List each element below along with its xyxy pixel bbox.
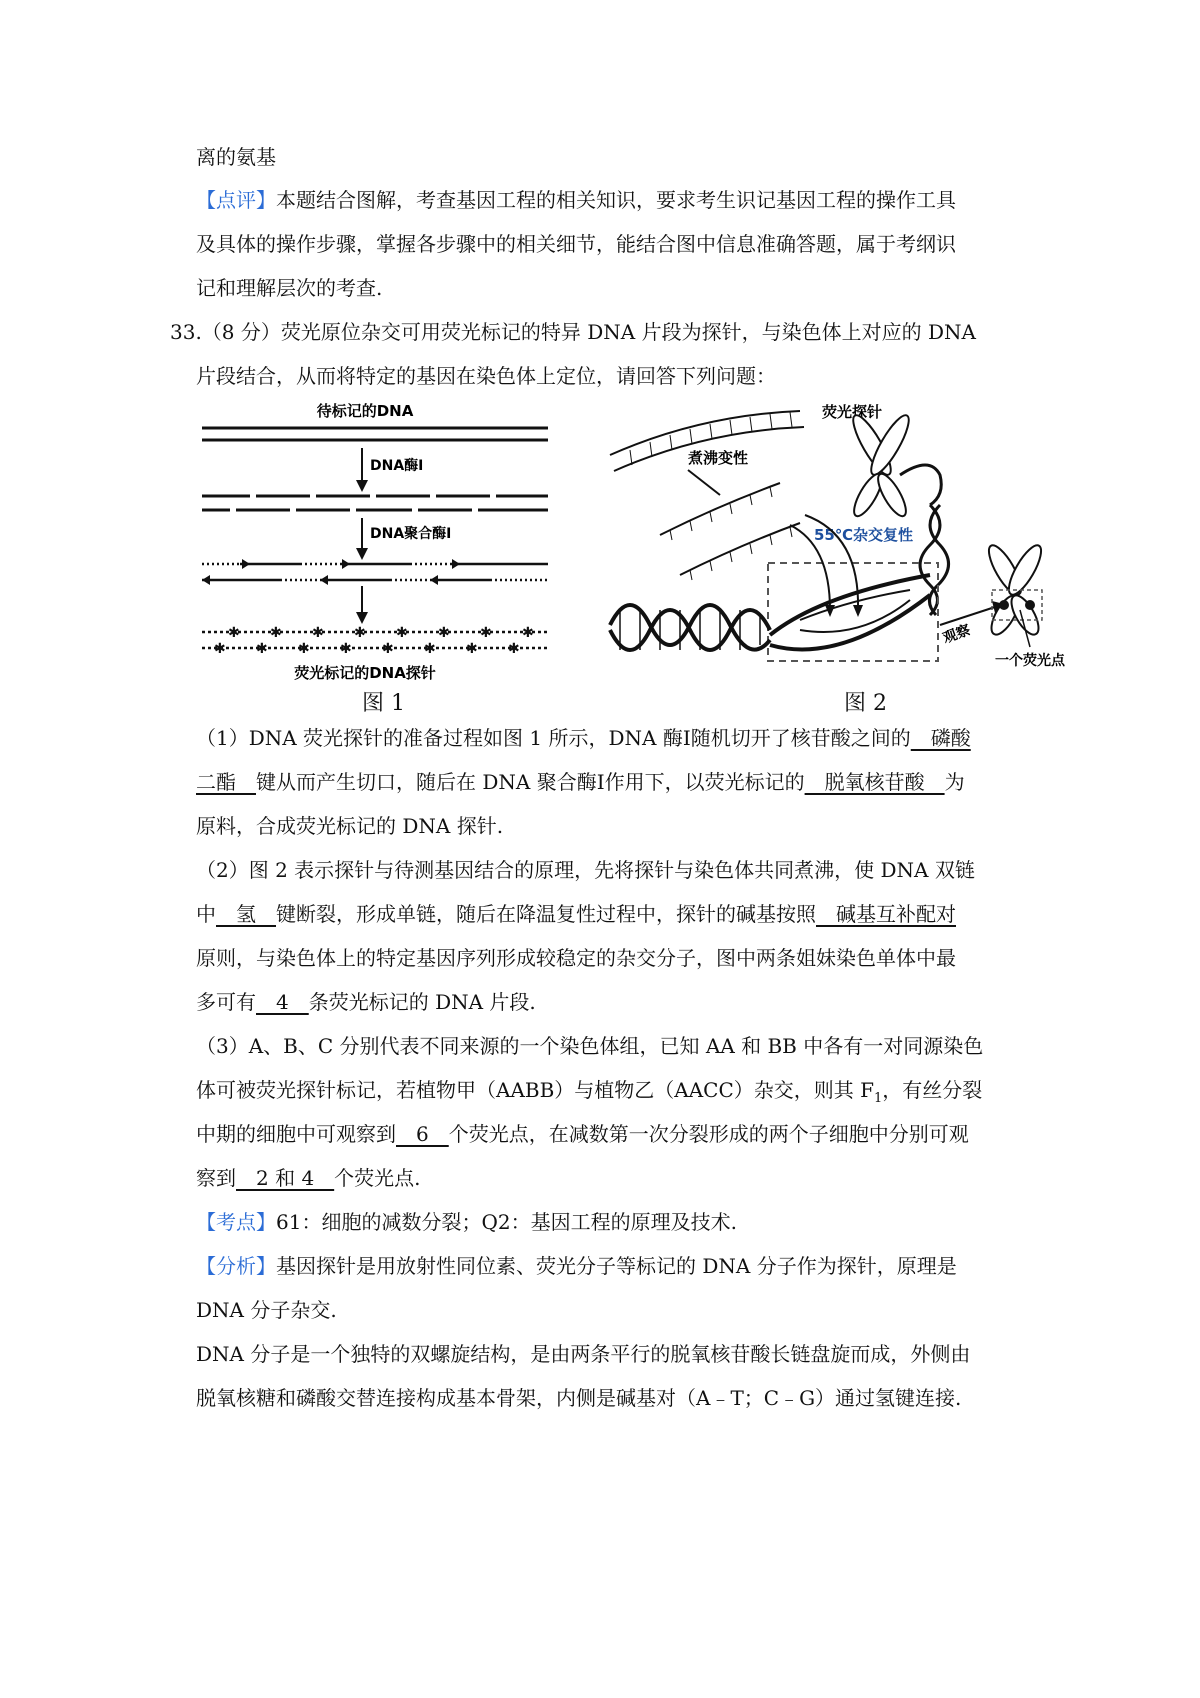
- answer-1-line: [196, 723, 971, 753]
- text: 键断裂，形成单链，随后在降温复性过程中，探针的碱基按照: [276, 902, 816, 926]
- svg-text:✱: ✱: [466, 641, 478, 657]
- text: 基因探针是用放射性同位素、荧光分子等标记的 DNA 分子作为探针，原理是: [276, 1254, 957, 1278]
- answer-2-line: [196, 987, 536, 1017]
- svg-text:✱: ✱: [256, 641, 268, 657]
- text: 察到: [196, 1166, 236, 1190]
- text: 中期的细胞中可观察到: [196, 1122, 396, 1146]
- text: 个荧光点，在减数第一次分裂形成的两个子细胞中分别可观: [448, 1122, 969, 1146]
- answer-blank: 碱基互补配对: [816, 902, 956, 926]
- text: 多可有: [196, 990, 256, 1014]
- question-33-line: 33.（8 分）荧光原位杂交可用荧光标记的特异 DNA 片段为探针，与染色体上对应的 DNA: [170, 320, 976, 344]
- svg-text:✱: ✱: [480, 625, 492, 641]
- fig2-spot-label: 一个荧光点: [995, 653, 1065, 669]
- answer-3-line: [196, 1119, 969, 1149]
- svg-text:✱: ✱: [214, 641, 226, 657]
- svg-text:✱: ✱: [522, 625, 534, 641]
- fenxi-line: DNA 分子是一个独特的双螺旋结构，是由两条平行的脱氧核苷酸长链盘旋而成，外侧由: [196, 1342, 971, 1366]
- figure-2-caption: 图 2: [844, 691, 887, 716]
- figure-1: [190, 400, 570, 690]
- svg-text:✱: ✱: [312, 625, 324, 641]
- fig2-boil-label: 煮沸变性: [688, 449, 749, 467]
- fenxi-line: [196, 1251, 957, 1281]
- text: 体可被荧光探针标记，若植物甲（AABB）与植物乙（AACC）杂交，则其 F: [196, 1078, 875, 1102]
- text: 为: [944, 770, 965, 794]
- figure-1-caption: 图 1: [362, 691, 405, 716]
- svg-text:✱: ✱: [382, 641, 394, 657]
- text: 个荧光点.: [334, 1166, 421, 1190]
- answer-blank: 脱氧核苷酸: [804, 770, 945, 794]
- svg-text:✱: ✱: [396, 625, 408, 641]
- answer-1-line: 原料，合成荧光标记的 DNA 探针.: [196, 814, 504, 838]
- text-line: 离的氨基: [196, 145, 276, 169]
- subscript: 1: [874, 1091, 883, 1106]
- svg-text:✱: ✱: [508, 641, 520, 657]
- answer-blank: 4: [256, 990, 309, 1014]
- answer-2-line: （2）图 2 表示探针与待测基因结合的原理，先将探针与染色体共同煮沸，使 DNA 双链: [196, 858, 975, 882]
- svg-text:✱: ✱: [340, 641, 352, 657]
- fig2-hybrid-label: 55℃杂交复性: [814, 526, 914, 544]
- review-line: 记和理解层次的考查.: [196, 276, 383, 300]
- fig2-probe-label: 荧光探针: [822, 403, 883, 421]
- answer-2-line: 原则，与染色体上的特定基因序列形成较稳定的杂交分子，图中两条姐妹染色单体中最: [196, 946, 956, 970]
- fig1-top-label: 待标记的DNA: [316, 402, 414, 420]
- text: （1）DNA 荧光探针的准备过程如图 1 所示，DNA 酶Ⅰ随机切开了核苷酸之间的: [196, 726, 911, 750]
- fenxi-line: 脱氧核糖和磷酸交替连接构成基本骨架，内侧是碱基对（A﹣T；C﹣G）通过氢键连接.: [196, 1386, 962, 1410]
- fenxi-line: DNA 分子杂交.: [196, 1298, 337, 1322]
- answer-blank: 磷酸: [910, 726, 971, 750]
- svg-text:✱: ✱: [270, 625, 282, 641]
- text: ，有丝分裂: [882, 1078, 983, 1102]
- text: 键从而产生切口，随后在 DNA 聚合酶Ⅰ作用下，以荧光标记的: [256, 770, 805, 794]
- answer-2-line: [196, 899, 956, 929]
- answer-blank: 二酯: [196, 770, 256, 794]
- review-text: 本题结合图解，考查基因工程的相关知识，要求考生识记基因工程的操作工具: [276, 188, 956, 212]
- fig2-observe-label: 观察: [940, 622, 973, 647]
- svg-text:✱: ✱: [354, 625, 366, 641]
- answer-3-line: [196, 1163, 421, 1193]
- answer-3-line: （3）A、B、C 分别代表不同来源的一个染色体组，已知 AA 和 BB 中各有一对同源染色: [196, 1034, 984, 1058]
- review-line: [196, 185, 956, 215]
- svg-text:✱: ✱: [228, 625, 240, 641]
- svg-text:✱: ✱: [424, 641, 436, 657]
- text: 61：细胞的减数分裂；Q2：基因工程的原理及技术.: [276, 1210, 737, 1234]
- fig1-enzyme1-label: DNA酶Ⅰ: [370, 458, 424, 474]
- kaodian-line: [196, 1207, 737, 1237]
- review-line: 及具体的操作步骤，掌握各步骤中的相关细节，能结合图中信息准确答题，属于考纲识: [196, 232, 956, 256]
- answer-blank: 2 和 4: [236, 1166, 335, 1190]
- fenxi-tag: 【分析】: [196, 1254, 276, 1278]
- answer-3-line: [196, 1075, 982, 1114]
- fig1-bottom-label: 荧光标记的DNA探针: [294, 664, 436, 682]
- fig1-enzyme2-label: DNA聚合酶Ⅰ: [370, 526, 452, 542]
- text: 条荧光标记的 DNA 片段.: [308, 990, 536, 1014]
- answer-blank: 氢: [216, 902, 276, 926]
- review-tag: 【点评】: [196, 188, 276, 212]
- svg-text:✱: ✱: [298, 641, 310, 657]
- figure-2: [600, 395, 1110, 695]
- question-33-line: 片段结合，从而将特定的基因在染色体上定位，请回答下列问题：: [196, 364, 776, 388]
- text: 中: [196, 902, 216, 926]
- svg-text:✱: ✱: [438, 625, 450, 641]
- kaodian-tag: 【考点】: [196, 1210, 276, 1234]
- answer-blank: 6: [396, 1122, 449, 1146]
- answer-1-line: [196, 767, 965, 797]
